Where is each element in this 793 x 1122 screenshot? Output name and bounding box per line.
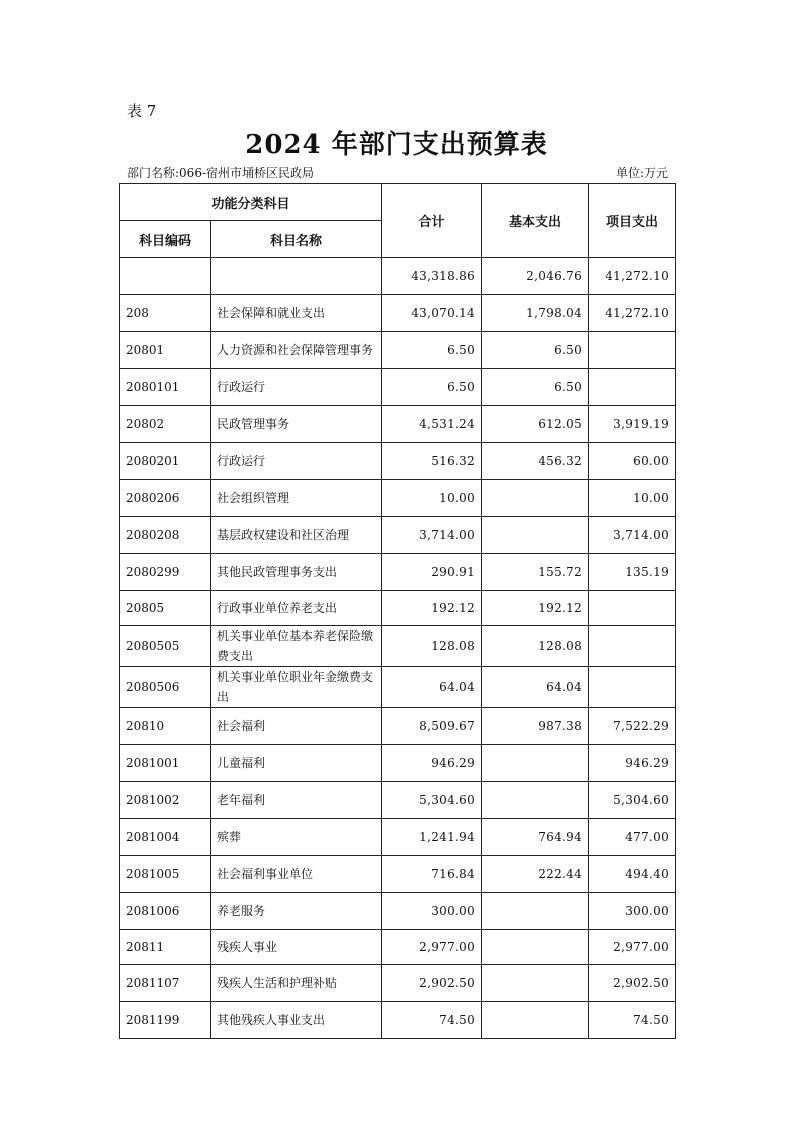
row-total: 6.50: [382, 369, 482, 406]
row-basic: [482, 893, 589, 930]
row-total: 192.12: [382, 591, 482, 626]
row-name: 其他残疾人事业支出: [211, 1002, 382, 1039]
row-basic: [482, 965, 589, 1002]
table-row: [120, 819, 676, 856]
header-name: 科目名称: [211, 221, 382, 258]
row-code: 20802: [120, 406, 211, 443]
row-code: 2080206: [120, 480, 211, 517]
table-row: [120, 480, 676, 517]
row-project: [589, 591, 676, 626]
table-row: [120, 1002, 676, 1039]
table-row: [120, 782, 676, 819]
row-basic: 2,046.76: [482, 258, 589, 295]
table-row: [120, 332, 676, 369]
table-row: [120, 591, 676, 626]
row-basic: [482, 782, 589, 819]
row-project: 2,977.00: [589, 930, 676, 965]
row-basic: 6.50: [482, 369, 589, 406]
row-name: 行政运行: [211, 369, 382, 406]
row-name: 机关事业单位基本养老保险缴费支出: [211, 626, 382, 667]
row-project: 300.00: [589, 893, 676, 930]
table-row: [120, 626, 676, 667]
table-row: [120, 708, 676, 745]
row-name: 社会保障和就业支出: [211, 295, 382, 332]
row-name: 社会组织管理: [211, 480, 382, 517]
row-code: 2080506: [120, 667, 211, 708]
row-total: 2,902.50: [382, 965, 482, 1002]
row-name: 行政运行: [211, 443, 382, 480]
row-total: 5,304.60: [382, 782, 482, 819]
row-code: 2080208: [120, 517, 211, 554]
row-basic: 222.44: [482, 856, 589, 893]
row-basic: 128.08: [482, 626, 589, 667]
row-code: [120, 258, 211, 295]
row-total: 74.50: [382, 1002, 482, 1039]
row-name: [211, 258, 382, 295]
row-code: 20801: [120, 332, 211, 369]
row-code: 2080201: [120, 443, 211, 480]
header-project: 项目支出: [589, 184, 676, 258]
row-total: 6.50: [382, 332, 482, 369]
row-name: 儿童福利: [211, 745, 382, 782]
row-name: 民政管理事务: [211, 406, 382, 443]
row-basic: 192.12: [482, 591, 589, 626]
row-code: 2081199: [120, 1002, 211, 1039]
row-basic: 6.50: [482, 332, 589, 369]
table-row: [120, 856, 676, 893]
row-project: 135.19: [589, 554, 676, 591]
row-code: 2081107: [120, 965, 211, 1002]
row-name: 社会福利事业单位: [211, 856, 382, 893]
row-basic: 987.38: [482, 708, 589, 745]
row-total: 290.91: [382, 554, 482, 591]
row-project: 10.00: [589, 480, 676, 517]
row-code: 2081005: [120, 856, 211, 893]
row-total: 4,531.24: [382, 406, 482, 443]
row-total: 2,977.00: [382, 930, 482, 965]
row-project: 2,902.50: [589, 965, 676, 1002]
row-code: 2080299: [120, 554, 211, 591]
row-name: 其他民政管理事务支出: [211, 554, 382, 591]
row-name: 残疾人事业: [211, 930, 382, 965]
table-row: [120, 406, 676, 443]
row-name: 基层政权建设和社区治理: [211, 517, 382, 554]
row-name: 养老服务: [211, 893, 382, 930]
row-total: 43,070.14: [382, 295, 482, 332]
header-code: 科目编码: [120, 221, 211, 258]
row-basic: [482, 480, 589, 517]
row-basic: [482, 1002, 589, 1039]
row-total: 43,318.86: [382, 258, 482, 295]
row-code: 2081004: [120, 819, 211, 856]
table-row: [120, 930, 676, 965]
row-name: 老年福利: [211, 782, 382, 819]
row-name: 残疾人生活和护理补贴: [211, 965, 382, 1002]
table-row: [120, 965, 676, 1002]
row-name: 社会福利: [211, 708, 382, 745]
row-project: 477.00: [589, 819, 676, 856]
table-row: [120, 893, 676, 930]
row-project: 3,714.00: [589, 517, 676, 554]
row-project: 41,272.10: [589, 258, 676, 295]
row-code: 20805: [120, 591, 211, 626]
row-code: 2081002: [120, 782, 211, 819]
row-project: [589, 626, 676, 667]
row-name: 行政事业单位养老支出: [211, 591, 382, 626]
row-code: 20810: [120, 708, 211, 745]
row-basic: 612.05: [482, 406, 589, 443]
table-row: [120, 517, 676, 554]
row-project: 60.00: [589, 443, 676, 480]
row-basic: 155.72: [482, 554, 589, 591]
budget-table: [119, 183, 676, 1039]
table-body: [120, 258, 676, 1039]
row-project: 7,522.29: [589, 708, 676, 745]
row-basic: [482, 745, 589, 782]
row-total: 128.08: [382, 626, 482, 667]
header-category: 功能分类科目: [120, 184, 382, 221]
header-basic: 基本支出: [482, 184, 589, 258]
row-total: 300.00: [382, 893, 482, 930]
row-total: 716.84: [382, 856, 482, 893]
row-total: 3,714.00: [382, 517, 482, 554]
row-total: 10.00: [382, 480, 482, 517]
table-label: 表 7: [127, 102, 157, 120]
row-name: 机关事业单位职业年金缴费支出: [211, 667, 382, 708]
row-basic: 764.94: [482, 819, 589, 856]
page-title: 2024 年部门支出预算表: [245, 130, 548, 160]
row-project: 494.40: [589, 856, 676, 893]
row-name: 人力资源和社会保障管理事务: [211, 332, 382, 369]
row-project: 5,304.60: [589, 782, 676, 819]
row-project: [589, 667, 676, 708]
row-basic: [482, 517, 589, 554]
row-project: 3,919.19: [589, 406, 676, 443]
table-row: [120, 443, 676, 480]
row-code: 2081006: [120, 893, 211, 930]
row-code: 2080101: [120, 369, 211, 406]
header-total: 合计: [382, 184, 482, 258]
row-basic: [482, 930, 589, 965]
row-code: 2080505: [120, 626, 211, 667]
row-code: 20811: [120, 930, 211, 965]
row-total: 946.29: [382, 745, 482, 782]
row-basic: 1,798.04: [482, 295, 589, 332]
row-basic: 64.04: [482, 667, 589, 708]
row-project: 74.50: [589, 1002, 676, 1039]
row-project: [589, 332, 676, 369]
unit-label: 单位:万元: [615, 166, 668, 180]
row-project: 41,272.10: [589, 295, 676, 332]
row-project: 946.29: [589, 745, 676, 782]
row-code: 208: [120, 295, 211, 332]
table-row: [120, 667, 676, 708]
table-row: [120, 258, 676, 295]
row-project: [589, 369, 676, 406]
table-row: [120, 369, 676, 406]
row-total: 516.32: [382, 443, 482, 480]
table-row: [120, 295, 676, 332]
row-code: 2081001: [120, 745, 211, 782]
row-total: 8,509.67: [382, 708, 482, 745]
table-row: [120, 554, 676, 591]
row-basic: 456.32: [482, 443, 589, 480]
table-row: [120, 745, 676, 782]
row-total: 1,241.94: [382, 819, 482, 856]
row-name: 殡葬: [211, 819, 382, 856]
department-name: 部门名称:066-宿州市埇桥区民政局: [127, 166, 315, 180]
row-total: 64.04: [382, 667, 482, 708]
